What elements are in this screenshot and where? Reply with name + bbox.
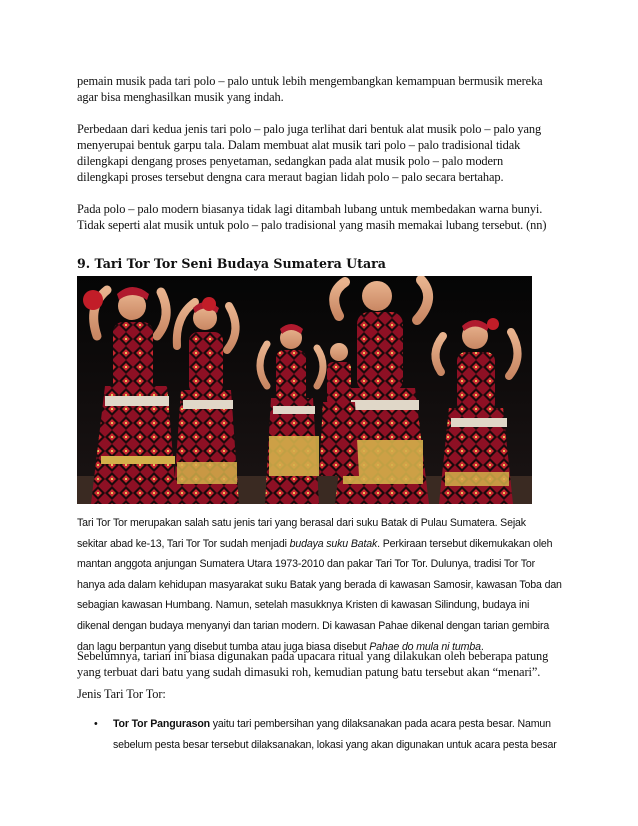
budaya-suku-batak-italic: budaya suku Batak [289,537,378,550]
paragraph-tor-tor-history: Tari Tor Tor merupakan salah satu jenis tari yang berasal dari suku Batak di Pulau Sumatera. Sejak sekitar abad ke-13, Tari Tor Tor sudah menjadi budaya suku Batak. Perkiraan tersebut dikemukakan oleh mantan anggota anjungan Sumatera Utara 1973-2010 dan pakar Tari Tor Tor. Dulunya, tradisi Tor Tor hanya ada dalam kehidupan masyarakat suku Batak yang berada di kawasan Samosir, kawasan Toba dan sebagian kawasan Humbang. Namun, setelah masukknya Kristen di kawasan Silindung, budaya ini dikenal dengan budaya menyanyi dan tarian modern. Di kawasan Pahae dikenal dengan tarian gembira dan lagu berpantun yang disebut tumba atau juga biasa disebut Pahae do mula ni tumba. [77,513,567,657]
paragraph-polo-palo-differences: Perbedaan dari kedua jenis tari polo – palo juga terlihat dari bentuk alat musik polo – palo yang menyerupai bentuk garpu tala. Dalam membuat alat musik tari polo – palo tradisional tidak dilengkapi dengang proses penyetaman, sedangkan pada alat musik polo – palo modern dilengkapi proses tersebut dengna cara meraut bagian lidah polo – palo secara bertahap. [77,122,542,184]
tor-tor-types-list [77,714,567,755]
tor-tor-history-line-7: dan lagu berpantun yang disebut tumba atau juga biasa disebut Pahae do mula ni tumba. [77,640,484,653]
bullet-icon: • [94,718,98,730]
pahae-do-mula-ni-tumba-italic: Pahae do mula ni tumba [369,640,481,653]
tor-tor-dancers-photo [77,276,532,504]
paragraph-polo-palo-modern: Pada polo – palo modern biasanya tidak lagi ditambah lubang untuk membedakan warna bunyi. Tidak seperti alat musik untuk polo – palo tradisional yang masih memakai lubang tersebut. (nn) [77,202,547,232]
list-item: • Tor Tor Pangurason yaitu tari pembersihan yang dilaksanakan pada acara pesta besar. Namun sebelum pesta besar tersebut dilaksanakan, lokasi yang akan digunakan untuk acara pesta besar [77,714,567,755]
paragraph-tor-tor-ritual: Sebelumnya, tarian ini biasa digunakan pada upacara ritual yang dilakukan oleh beberapa patung yang terbuat dari batu yang sudah dimasuki roh, kemudian patung batu tersebut akan “menari”. [77,649,549,679]
paragraph-polo-palo-musicians: pemain musik pada tari polo – palo untuk lebih mengembangkan kemampuan bermusik mereka agar bisa menghasilkan musik yang indah. [77,74,543,104]
section-heading: 9. Tari Tor Tor Seni Budaya Sumatera Utara [77,256,386,271]
paragraph-jenis-tari-tor-tor: Jenis Tari Tor Tor: [77,687,166,701]
tor-tor-history-line-2: sekitar abad ke-13, Tari Tor Tor sudah menjadi budaya suku Batak. Perkiraan tersebut dikemukakan oleh [77,537,553,550]
